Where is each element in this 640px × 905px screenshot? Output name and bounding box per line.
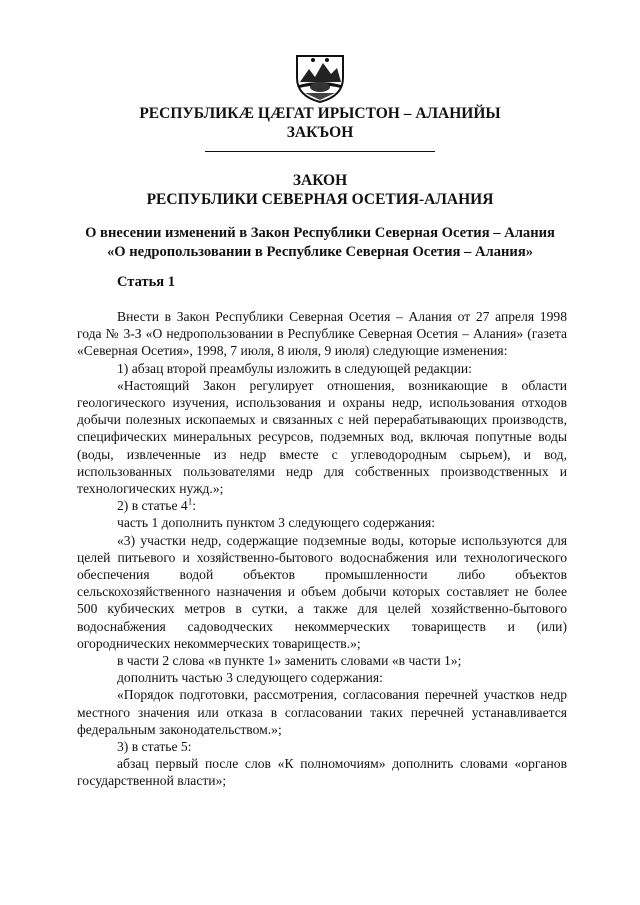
article-heading: Статья 1 [117, 274, 175, 290]
subject-line-2: «О недропользовании в Республике Северная Осетия – Алания» [106, 244, 534, 260]
paragraph: абзац первый после слов «К полномочиям» дополнить словами «органов государственной власти»; [77, 756, 567, 789]
ossetian-law-word: ЗАКЪОН [286, 124, 354, 141]
coat-of-arms-icon [293, 52, 347, 104]
paragraph: часть 1 дополнить пунктом 3 следующего содержания: [117, 515, 436, 531]
article-4-ref: 2) в статье 4 [117, 498, 188, 514]
article-4-superscript: 1 [187, 496, 193, 507]
paragraph: «Порядок подготовки, рассмотрения, согласования перечней участков недр местного значения или отказа в согласовании таких перечней устанавливается федеральным законодательством.»; [77, 687, 567, 737]
republic-title: РЕСПУБЛИКИ СЕВЕРНАЯ ОСЕТИЯ-АЛАНИЯ [146, 191, 494, 208]
paragraph-article-4 [77, 497, 567, 514]
subject-line-1: О внесении изменений в Закон Республики Северная Осетия – Алания [85, 225, 555, 241]
law-title: ЗАКОН [292, 172, 348, 189]
paragraph: дополнить частью 3 следующего содержания: [117, 670, 383, 686]
ossetian-title: РЕСПУБЛИКӔ ЦӔГАТ ИРЫСТОН – АЛАНИЙЫ [139, 105, 501, 122]
paragraph: «Настоящий Закон регулирует отношения, возникающие в области геологического изучения, использования и охраны недр, использования отходов добычи полезных ископаемых и связанных с ней перерабатывающих производств, специфических минеральных ресурсов, подземных вод, включая попутные воды (воды, извлеченные из недр вместе с углеводородным сырьем), и вод, использованных пользователями недр для собственных производственных и технологических нужд.»; [77, 377, 567, 497]
paragraph: 3) в статье 5: [117, 739, 192, 755]
paragraph: Внести в Закон Республики Северная Осетия – Алания от 27 апреля 1998 года № 3-З «О недропользовании в Республике Северная Осетия – Алания» (газета «Северная Осетия», 1998, 7 июля, 8 июля, 9 июля) следующие изменения: [77, 309, 567, 359]
paragraph: «3) участки недр, содержащие подземные воды, которые используются для целей питьевого и хозяйственно-бытового водоснабжения или технологического обеспечения водой объектов промышленности либо объектов сельскохозяйственного назначения и объем добычи которых составляет не более 500 кубических метров в сутки, а также для целей хозяйственно-бытового водоснабжения садоводческих некоммерческих товариществ и (или) огороднических некоммерческих товариществ.»; [77, 532, 567, 651]
paragraph: 1) абзац второй преамбулы изложить в следующей редакции: [117, 360, 472, 376]
divider-line [205, 151, 435, 152]
paragraph: в части 2 слова «в пункте 1» заменить словами «в части 1»; [117, 653, 462, 669]
article-4-colon: : [192, 498, 197, 514]
document-body [77, 308, 567, 790]
